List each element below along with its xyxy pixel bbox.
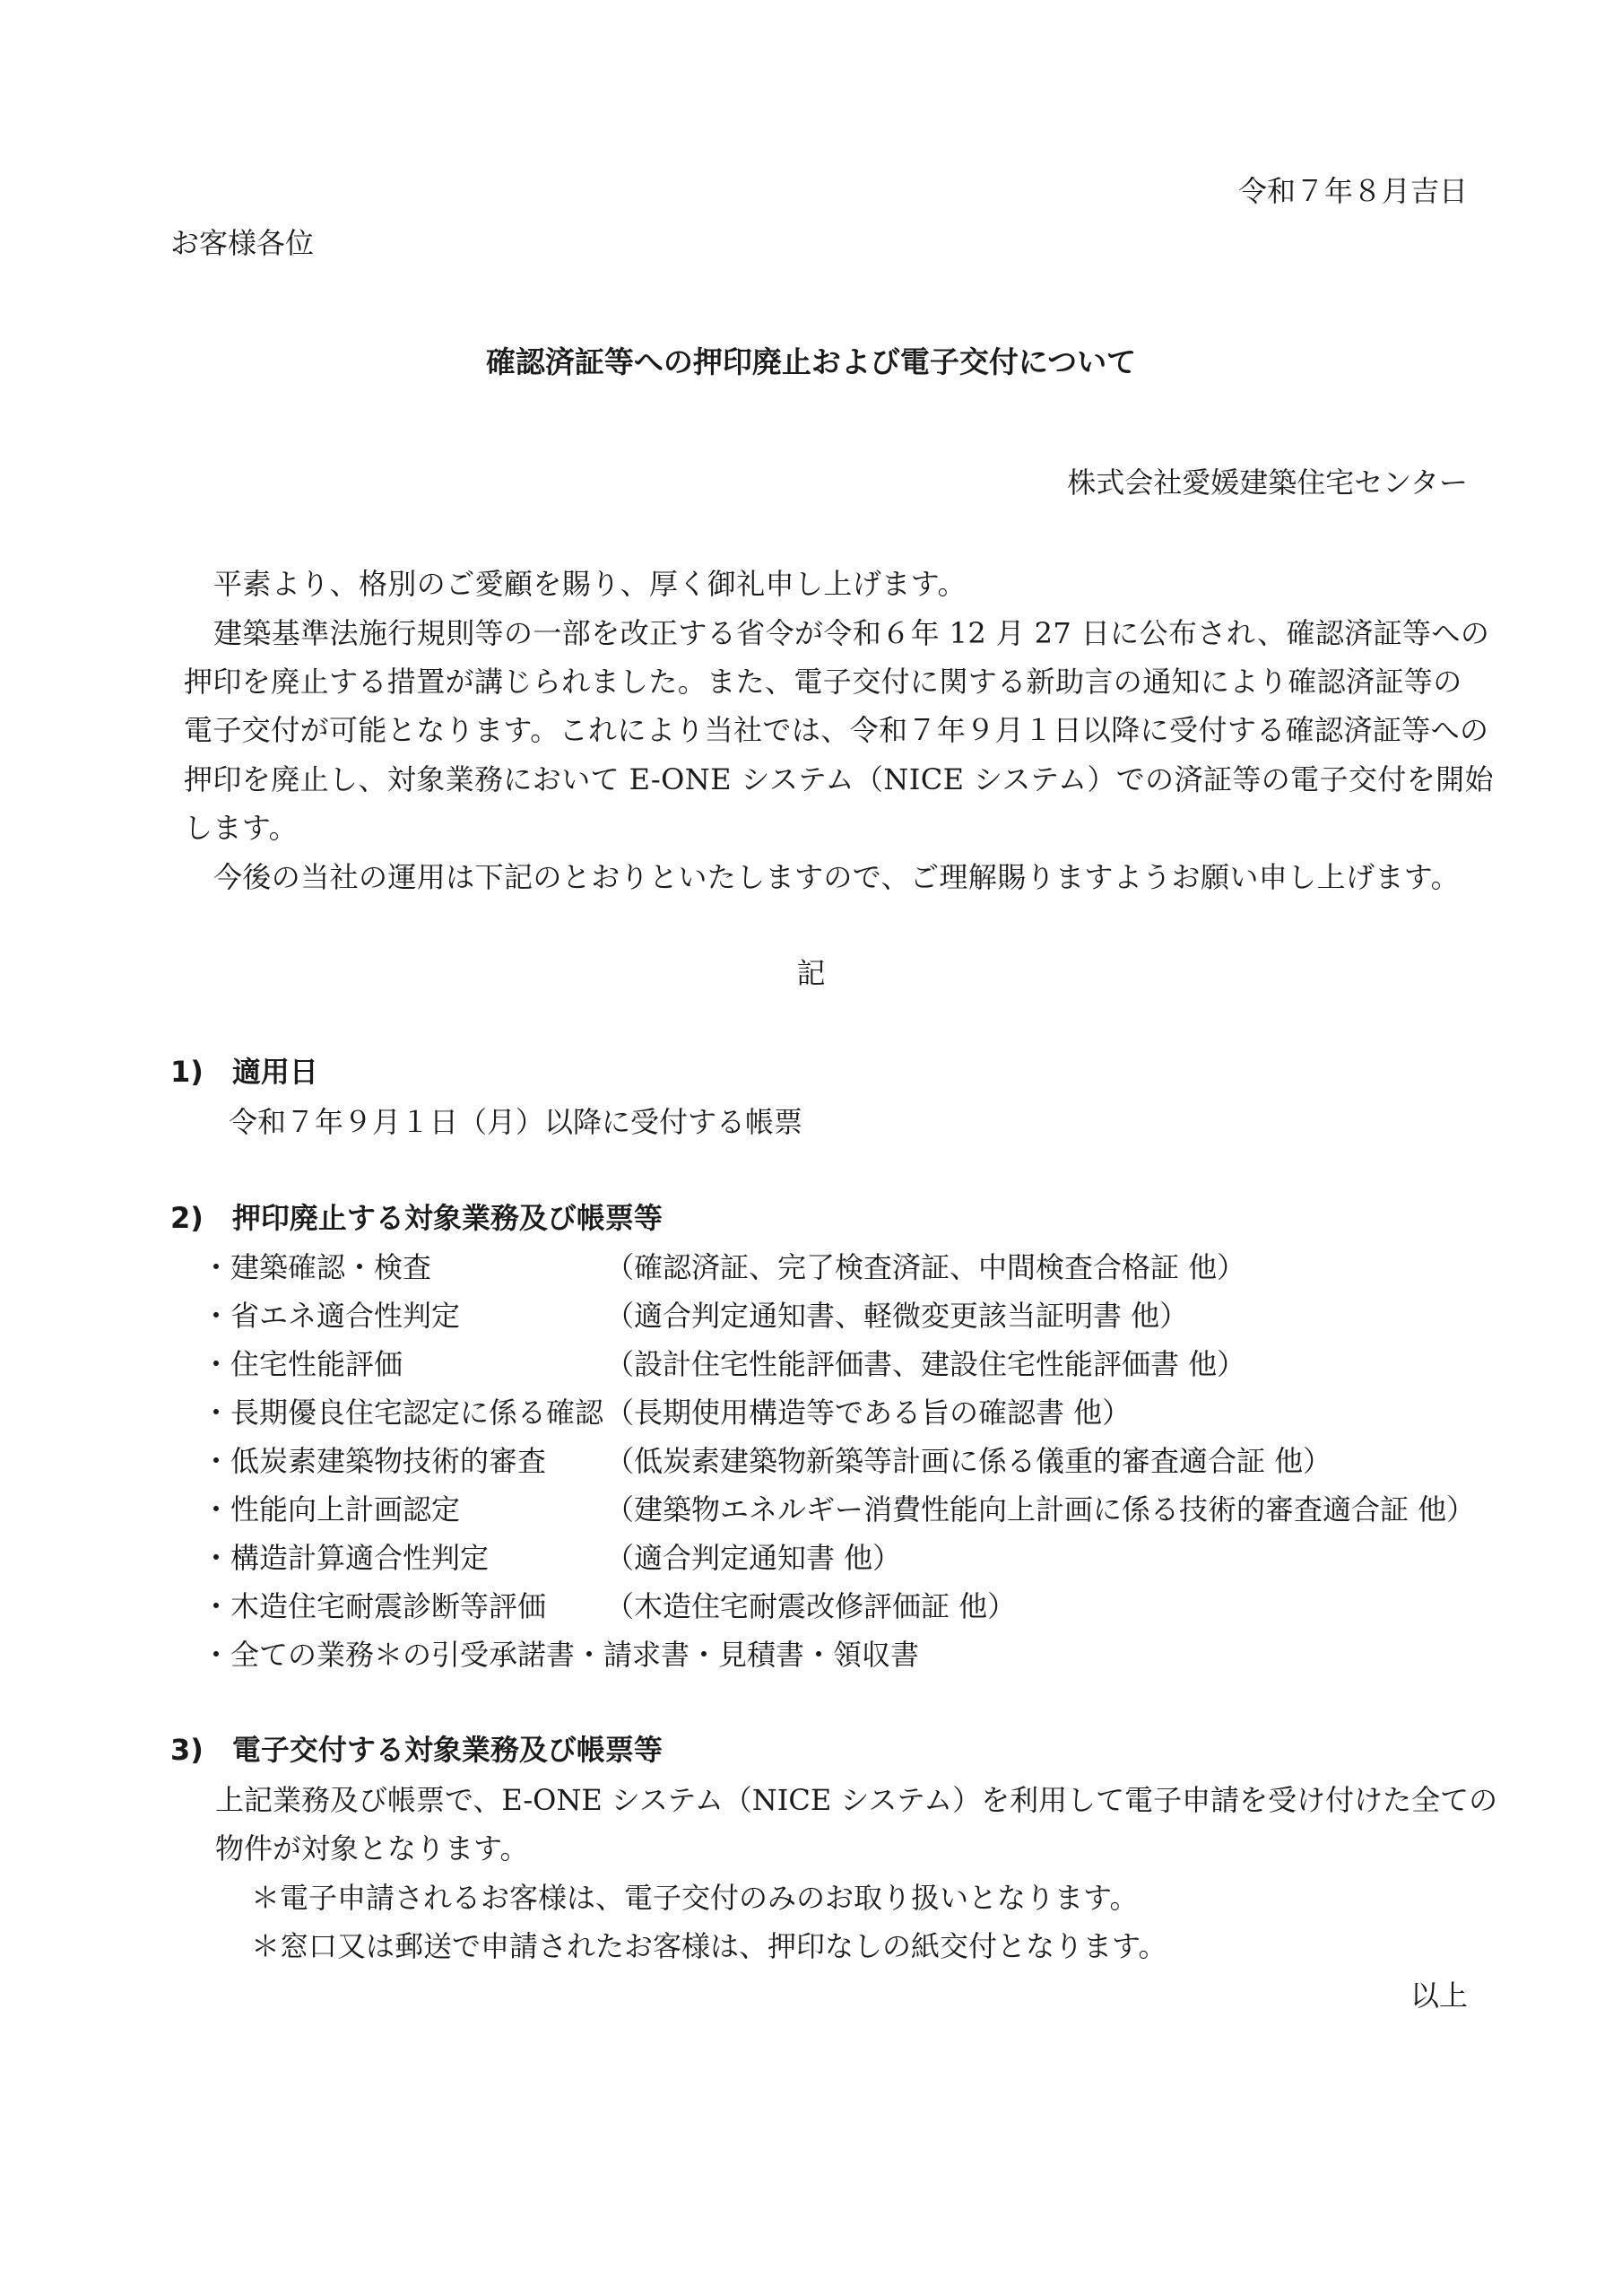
section2-heading: 2) 押印廃止する対象業務及び帳票等 [170,1201,663,1235]
item-name: ・長期優良住宅認定に係る確認 [202,1396,604,1430]
section3-note: ＊電子申請されるお客様は、電子交付のみのお取り扱いとなります。 [251,1881,1139,1915]
section3-line: 上記業務及び帳票で、E-ONE システム（NICE システム）を利用して電子申請を受け付けた全ての [215,1783,1498,1817]
item-docs: （設計住宅性能評価書、建設住宅性能評価書 他） [605,1347,1246,1381]
item-docs: （確認済証、完了検査済証、中間検査合格証 他） [605,1250,1246,1284]
intro-line: 平素より、格別のご愛顧を賜り、厚く御礼申し上げます。 [213,567,967,601]
item-docs: （適合判定通知書 他） [605,1541,902,1575]
item-name: ・全ての業務＊の引受承諾書・請求書・見積書・領収書 [202,1638,920,1672]
item-docs: （長期使用構造等である旨の確認書 他） [605,1396,1132,1430]
section1-body: 令和７年９月１日（月）以降に受付する帳票 [229,1105,803,1139]
item-name: ・構造計算適合性判定 [202,1541,490,1575]
document-date: 令和７年８月吉日 [1237,174,1468,208]
section3-line: 物件が対象となります。 [215,1831,529,1866]
item-docs: （建築物エネルギー消費性能向上計画に係る技術的審査適合証 他） [605,1492,1476,1526]
closing-mark: 以上 [1409,1979,1468,2013]
target-item [202,1634,1502,1675]
item-docs: （木造住宅耐震改修評価証 他） [605,1589,1017,1623]
ki-marker: 記 [796,956,826,990]
section3-note: ＊窓口又は郵送で申請されたお客様は、押印なしの紙交付となります。 [251,1929,1167,1963]
intro-line: 押印を廃止する措置が講じられました。また、電子交付に関する新助言の通知により確認済証等の [184,665,1462,699]
target-item [202,1489,1502,1530]
section1-heading: 1) 適用日 [170,1055,318,1089]
intro-line: 建築基準法施行規則等の一部を改正する省令が令和６年 12 月 27 日に公布され、確認済証等への [213,616,1490,650]
document-title: 確認済証等への押印廃止および電子交付について [485,344,1137,379]
item-docs: （適合判定通知書、軽微変更該当証明書 他） [605,1299,1189,1333]
intro-line: 電子交付が可能となります。これにより当社では、令和７年９月１日以降に受付する確認済証等への [184,713,1489,747]
target-item [202,1586,1502,1627]
target-item [202,1392,1502,1433]
intro-line: します。 [184,811,299,845]
target-item [202,1247,1502,1288]
item-name: ・性能向上計画認定 [202,1492,461,1526]
intro-line: 今後の当社の運用は下記のとおりといたしますので、ご理解賜りますようお願い申し上げます。 [213,860,1461,894]
target-item [202,1440,1502,1482]
item-docs: （低炭素建築物新築等計画に係る儀重的審査適合証 他） [605,1444,1332,1478]
recipient: お客様各位 [170,226,315,260]
item-name: ・木造住宅耐震診断等評価 [202,1589,547,1623]
section3-heading: 3) 電子交付する対象業務及び帳票等 [170,1733,663,1767]
target-item [202,1295,1502,1336]
target-item [202,1344,1502,1385]
target-item [202,1537,1502,1578]
item-name: ・省エネ適合性判定 [202,1299,461,1333]
item-name: ・低炭素建築物技術的審査 [202,1444,547,1478]
sender-company: 株式会社愛媛建築住宅センター [1067,465,1468,500]
intro-line: 押印を廃止し、対象業務において E-ONE システム（NICE システム）での済証等の電子交付を開始 [184,762,1494,796]
item-name: ・建築確認・検査 [202,1250,432,1284]
item-name: ・住宅性能評価 [202,1347,403,1381]
